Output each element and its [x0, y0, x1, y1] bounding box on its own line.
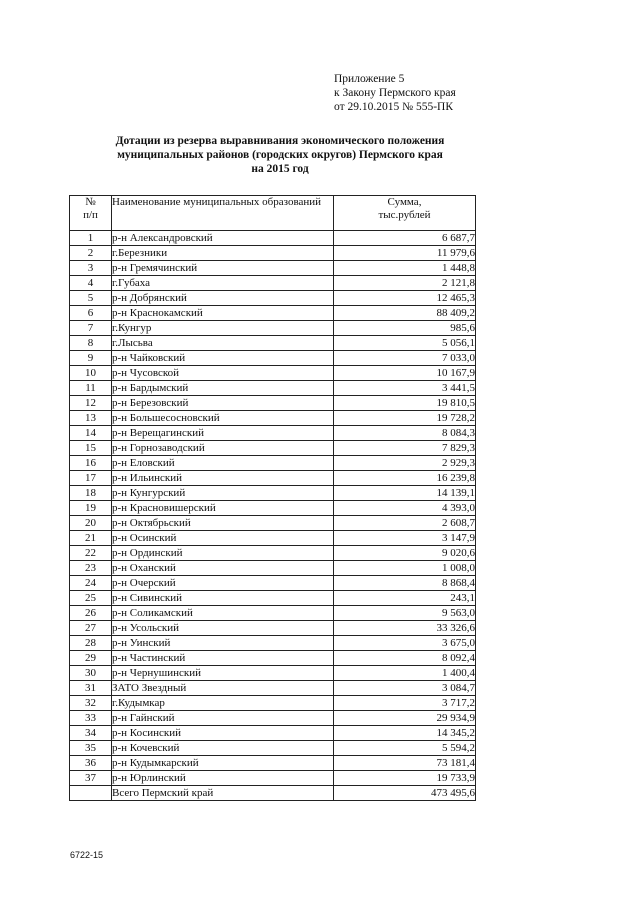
row-number: 29 — [70, 651, 112, 666]
row-amount: 6 687,7 — [334, 231, 476, 246]
table-body — [70, 231, 476, 801]
row-number: 22 — [70, 546, 112, 561]
table-row — [70, 741, 476, 756]
row-amount: 2 929,3 — [334, 456, 476, 471]
row-amount: 10 167,9 — [334, 366, 476, 381]
table-row — [70, 396, 476, 411]
row-amount: 19 733,9 — [334, 771, 476, 786]
table-row — [70, 411, 476, 426]
row-number: 25 — [70, 591, 112, 606]
row-amount: 11 979,6 — [334, 246, 476, 261]
row-number: 37 — [70, 771, 112, 786]
subsidy-table — [69, 195, 476, 801]
table-row — [70, 771, 476, 786]
title-line-3: на 2015 год — [251, 163, 309, 175]
table-row — [70, 651, 476, 666]
document-code: 6722-15 — [70, 850, 104, 860]
row-municipality: р-н Усольский — [112, 621, 334, 636]
row-number: 12 — [70, 396, 112, 411]
row-municipality: р-н Кудымкарский — [112, 756, 334, 771]
row-amount: 8 868,4 — [334, 576, 476, 591]
row-number: 8 — [70, 336, 112, 351]
table-row — [70, 546, 476, 561]
table-row — [70, 726, 476, 741]
table-row — [70, 381, 476, 396]
row-number: 11 — [70, 381, 112, 396]
row-number: 36 — [70, 756, 112, 771]
row-amount: 14 345,2 — [334, 726, 476, 741]
appendix-reference — [334, 72, 456, 114]
row-municipality: р-н Очерский — [112, 576, 334, 591]
row-amount: 9 563,0 — [334, 606, 476, 621]
table-row — [70, 711, 476, 726]
table-row — [70, 486, 476, 501]
table-row — [70, 471, 476, 486]
row-amount: 16 239,8 — [334, 471, 476, 486]
row-number: 15 — [70, 441, 112, 456]
row-municipality: р-н Чайковский — [112, 351, 334, 366]
table-row — [70, 321, 476, 336]
table-row — [70, 516, 476, 531]
row-amount: 7 829,3 — [334, 441, 476, 456]
row-amount: 3 717,2 — [334, 696, 476, 711]
row-municipality: р-н Горнозаводский — [112, 441, 334, 456]
row-municipality: г.Кудымкар — [112, 696, 334, 711]
row-municipality: р-н Бардымский — [112, 381, 334, 396]
row-municipality: р-н Уинский — [112, 636, 334, 651]
row-number: 14 — [70, 426, 112, 441]
row-number: 3 — [70, 261, 112, 276]
header-name: Наименование муниципальных образований — [112, 196, 334, 231]
table-row — [70, 336, 476, 351]
row-municipality: р-н Ординский — [112, 546, 334, 561]
row-amount: 2 121,8 — [334, 276, 476, 291]
row-municipality: р-н Добрянский — [112, 291, 334, 306]
table-row — [70, 501, 476, 516]
row-number: 34 — [70, 726, 112, 741]
row-amount: 2 608,7 — [334, 516, 476, 531]
total-number — [70, 786, 112, 801]
table-header-row — [70, 196, 476, 231]
row-amount: 7 033,0 — [334, 351, 476, 366]
row-municipality: р-н Краснокамский — [112, 306, 334, 321]
table-row — [70, 276, 476, 291]
table-row — [70, 696, 476, 711]
row-number: 13 — [70, 411, 112, 426]
row-amount: 3 147,9 — [334, 531, 476, 546]
row-municipality: р-н Кочевский — [112, 741, 334, 756]
row-number: 7 — [70, 321, 112, 336]
row-amount: 33 326,6 — [334, 621, 476, 636]
table-row — [70, 291, 476, 306]
row-amount: 29 934,9 — [334, 711, 476, 726]
row-amount: 4 393,0 — [334, 501, 476, 516]
row-number: 20 — [70, 516, 112, 531]
row-number: 4 — [70, 276, 112, 291]
table-row — [70, 591, 476, 606]
row-number: 10 — [70, 366, 112, 381]
row-municipality: р-н Частинский — [112, 651, 334, 666]
total-amount: 473 495,6 — [334, 786, 476, 801]
row-number: 24 — [70, 576, 112, 591]
row-number: 28 — [70, 636, 112, 651]
row-amount: 19 810,5 — [334, 396, 476, 411]
header-number: № п/п — [70, 196, 112, 231]
row-number: 19 — [70, 501, 112, 516]
row-number: 16 — [70, 456, 112, 471]
row-number: 27 — [70, 621, 112, 636]
row-amount: 1 400,4 — [334, 666, 476, 681]
row-number: 9 — [70, 351, 112, 366]
appendix-date: от 29.10.2015 № 555-ПК — [334, 101, 454, 113]
row-amount: 3 675,0 — [334, 636, 476, 651]
table-row — [70, 426, 476, 441]
row-amount: 1 008,0 — [334, 561, 476, 576]
row-municipality: р-н Осинский — [112, 531, 334, 546]
row-amount: 8 084,3 — [334, 426, 476, 441]
row-municipality: р-н Юрлинский — [112, 771, 334, 786]
table-row — [70, 246, 476, 261]
table-row — [70, 531, 476, 546]
total-row — [70, 786, 476, 801]
table-row — [70, 621, 476, 636]
table-row — [70, 576, 476, 591]
table-row — [70, 606, 476, 621]
row-municipality: р-н Чусовской — [112, 366, 334, 381]
header-sum: Сумма, тыс.рублей — [334, 196, 476, 231]
table-row — [70, 636, 476, 651]
table-row — [70, 756, 476, 771]
row-municipality: г.Губаха — [112, 276, 334, 291]
table-row — [70, 666, 476, 681]
row-amount: 14 139,1 — [334, 486, 476, 501]
table-row — [70, 561, 476, 576]
row-number: 30 — [70, 666, 112, 681]
row-municipality: р-н Ильинский — [112, 471, 334, 486]
table-row — [70, 441, 476, 456]
table-row — [70, 681, 476, 696]
row-municipality: г.Кунгур — [112, 321, 334, 336]
row-municipality: р-н Красновишерский — [112, 501, 334, 516]
row-municipality: р-н Соликамский — [112, 606, 334, 621]
row-amount: 19 728,2 — [334, 411, 476, 426]
table-row — [70, 366, 476, 381]
row-municipality: р-н Еловский — [112, 456, 334, 471]
row-amount: 8 092,4 — [334, 651, 476, 666]
row-municipality: г.Березники — [112, 246, 334, 261]
row-municipality: р-н Гремячинский — [112, 261, 334, 276]
appendix-number: Приложение 5 — [334, 73, 405, 85]
document-title — [100, 134, 460, 176]
row-number: 2 — [70, 246, 112, 261]
table-row — [70, 351, 476, 366]
row-municipality: р-н Верещагинский — [112, 426, 334, 441]
row-amount: 5 056,1 — [334, 336, 476, 351]
row-amount: 3 084,7 — [334, 681, 476, 696]
row-municipality: р-н Кунгурский — [112, 486, 334, 501]
row-municipality: р-н Гайнский — [112, 711, 334, 726]
row-amount: 12 465,3 — [334, 291, 476, 306]
row-amount: 73 181,4 — [334, 756, 476, 771]
row-municipality: р-н Александровский — [112, 231, 334, 246]
row-amount: 9 020,6 — [334, 546, 476, 561]
row-number: 18 — [70, 486, 112, 501]
row-municipality: р-н Октябрьский — [112, 516, 334, 531]
row-municipality: р-н Оханский — [112, 561, 334, 576]
row-number: 33 — [70, 711, 112, 726]
row-number: 31 — [70, 681, 112, 696]
table-row — [70, 261, 476, 276]
table-row — [70, 456, 476, 471]
title-line-2: муниципальных районов (городских округов) Пермского края — [117, 149, 443, 161]
row-municipality: р-н Березовский — [112, 396, 334, 411]
row-municipality: р-н Большесосновский — [112, 411, 334, 426]
appendix-law: к Закону Пермского края — [334, 87, 456, 99]
row-municipality: р-н Сивинский — [112, 591, 334, 606]
row-number: 21 — [70, 531, 112, 546]
table-row — [70, 231, 476, 246]
row-municipality: р-н Чернушинский — [112, 666, 334, 681]
row-number: 6 — [70, 306, 112, 321]
row-number: 17 — [70, 471, 112, 486]
row-number: 35 — [70, 741, 112, 756]
title-line-1: Дотации из резерва выравнивания экономического положения — [115, 135, 445, 147]
table-row — [70, 306, 476, 321]
row-amount: 985,6 — [334, 321, 476, 336]
row-municipality: г.Лысьва — [112, 336, 334, 351]
row-number: 5 — [70, 291, 112, 306]
row-number: 1 — [70, 231, 112, 246]
row-municipality: р-н Косинский — [112, 726, 334, 741]
row-amount: 1 448,8 — [334, 261, 476, 276]
row-amount: 5 594,2 — [334, 741, 476, 756]
row-amount: 88 409,2 — [334, 306, 476, 321]
total-label: Всего Пермский край — [112, 786, 334, 801]
row-number: 23 — [70, 561, 112, 576]
row-number: 26 — [70, 606, 112, 621]
row-amount: 3 441,5 — [334, 381, 476, 396]
row-amount: 243,1 — [334, 591, 476, 606]
row-number: 32 — [70, 696, 112, 711]
row-municipality: ЗАТО Звездный — [112, 681, 334, 696]
